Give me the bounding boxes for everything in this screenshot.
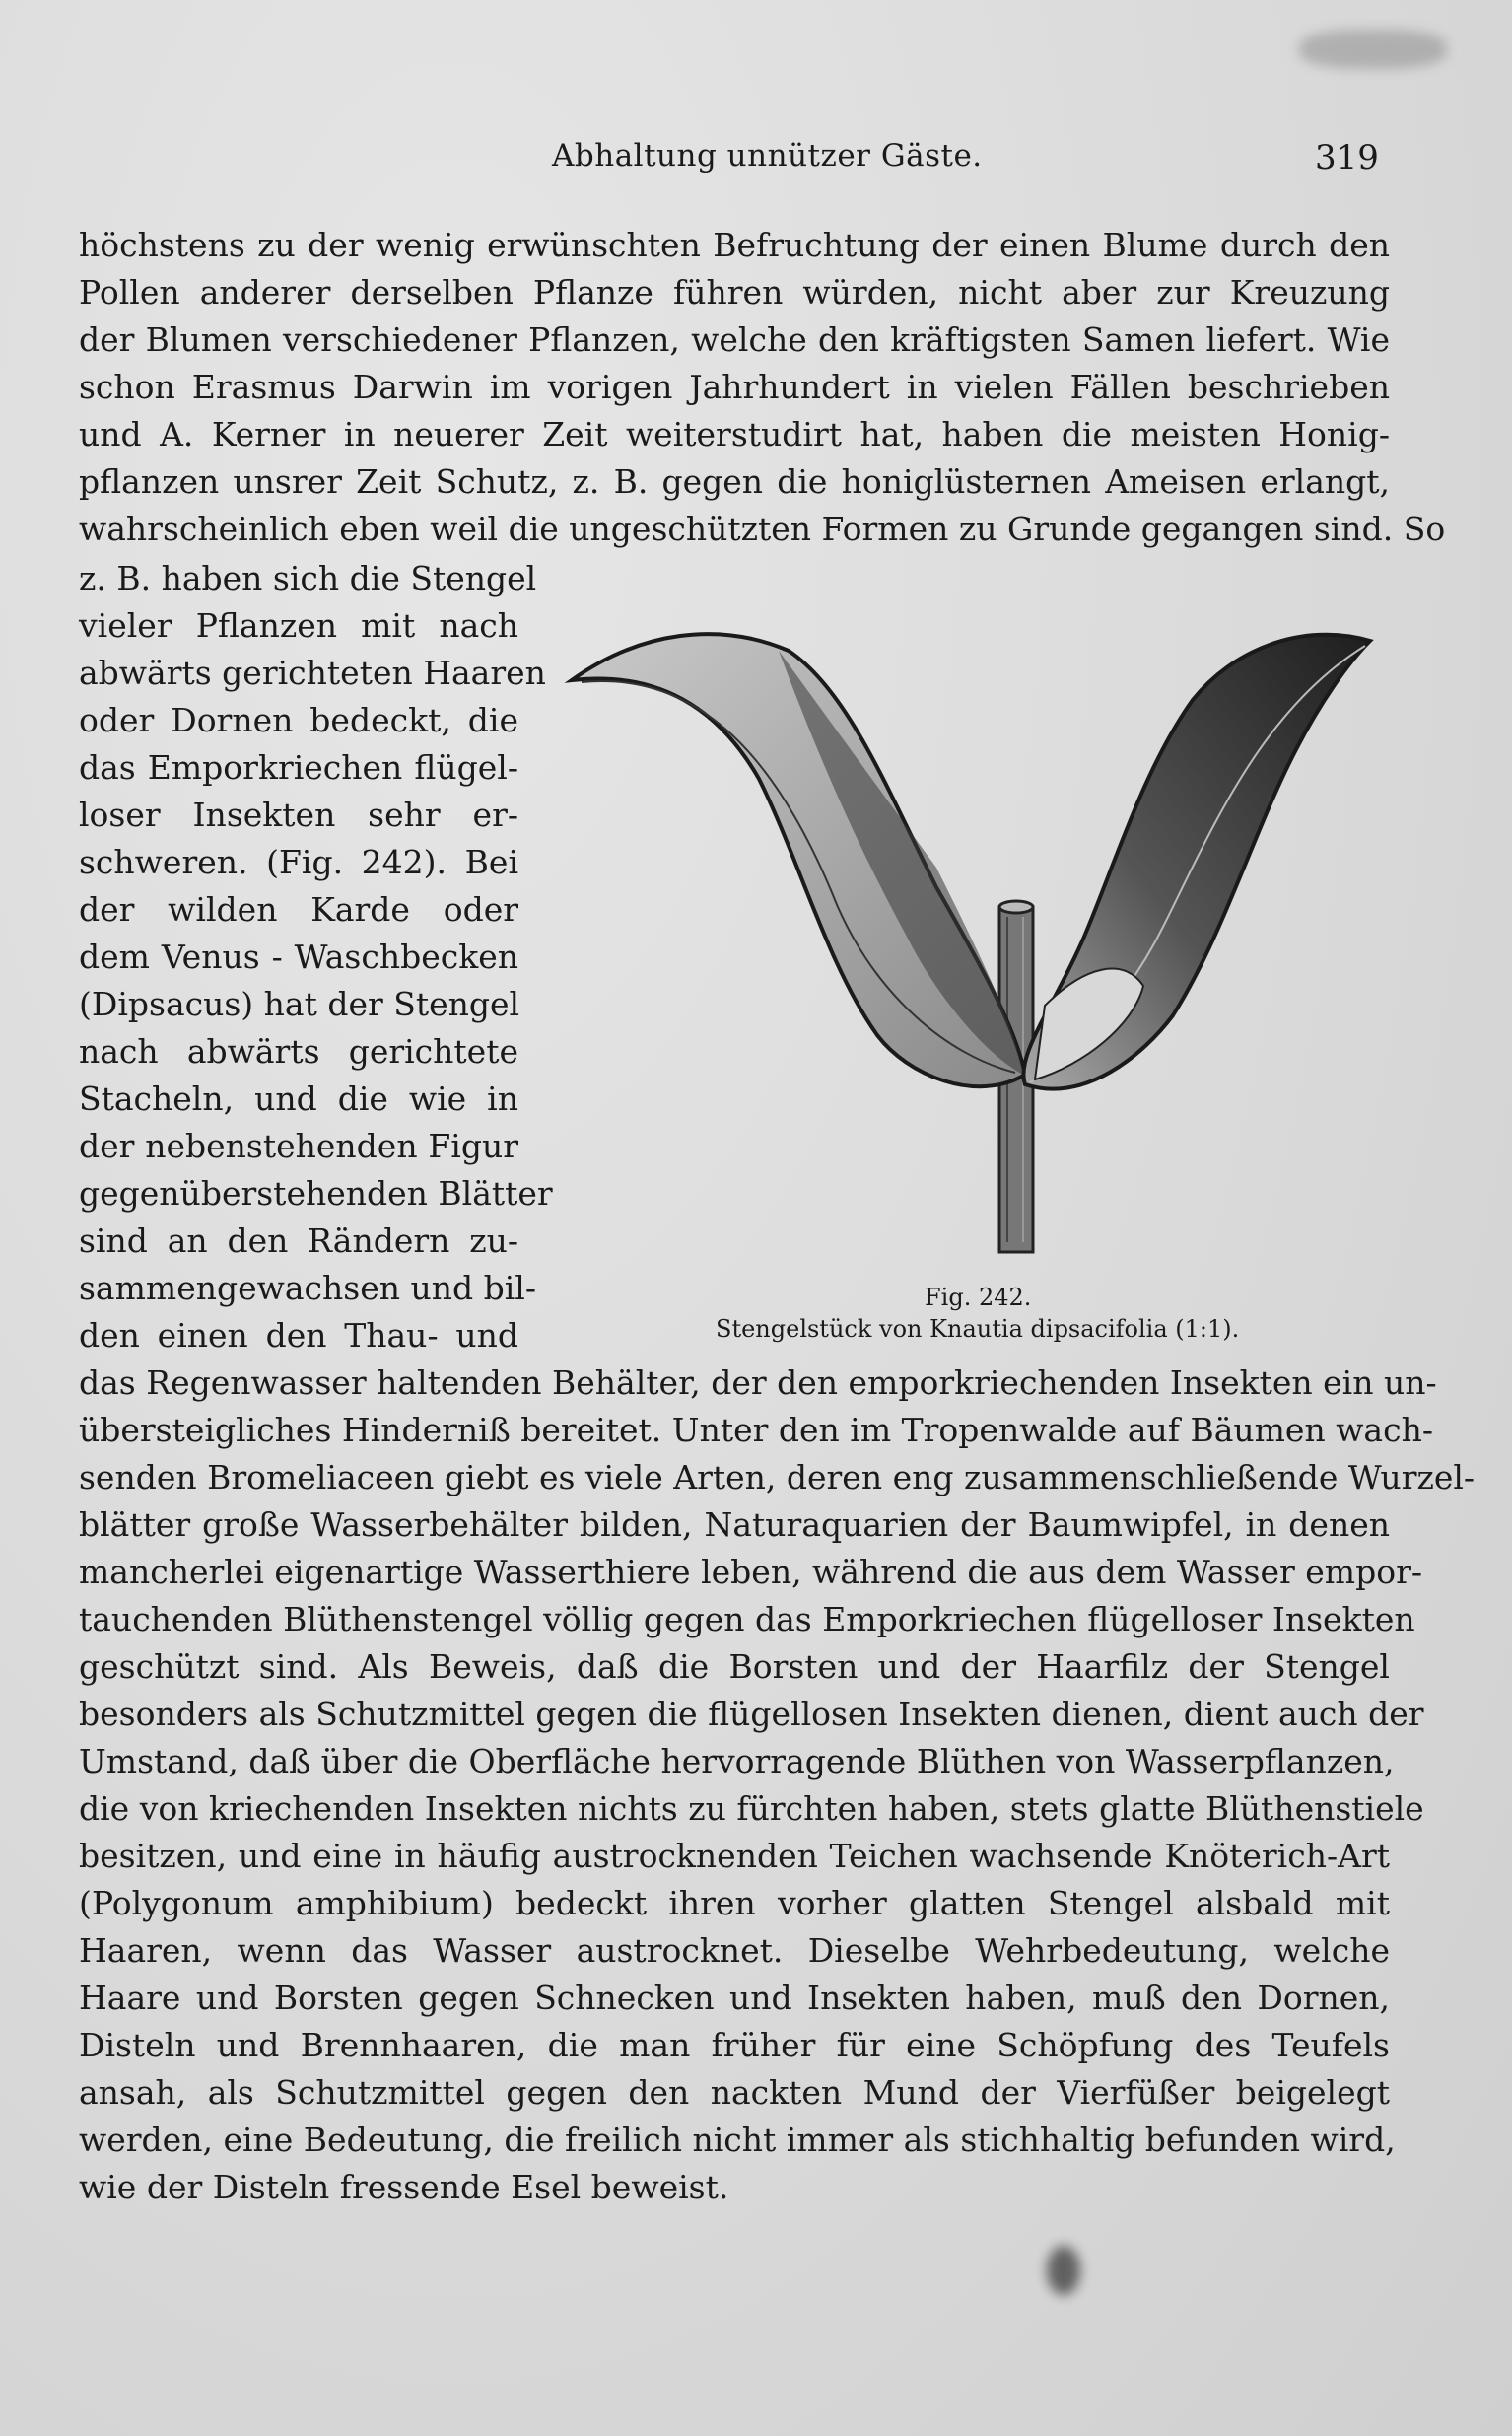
text-line: Umstand, daß über die Oberfläche hervorragende Blüthen von Wasserpflanzen, (79, 1742, 1395, 1780)
text-line: senden Bromeliaceen giebt es viele Arten, deren eng zusammenschließende Wurzel- (79, 1458, 1476, 1496)
ink-spot (1047, 2246, 1080, 2295)
page-number: 319 (1315, 138, 1379, 177)
text-line: schweren. (Fig. 242). Bei (79, 843, 518, 881)
text-line: geschützt sind. Als Beweis, daß die Borsten und der Haarfilz der Stengel (79, 1647, 1390, 1686)
text-line: gegenüberstehenden Blätter (79, 1174, 553, 1213)
text-line: werden, eine Bedeutung, die freilich nicht immer als stichhaltig befunden wird, (79, 2121, 1396, 2159)
text-line: besitzen, und eine in häufig austrocknenden Teichen wachsende Knöterich-Art (79, 1837, 1390, 1875)
text-line: tauchenden Blüthenstengel völlig gegen das Emporkriechen flügelloser Insekten (79, 1600, 1415, 1638)
text-line: übersteigliches Hinderniß bereitet. Unter den im Tropenwalde auf Bäumen wach- (79, 1411, 1433, 1449)
page-header (0, 138, 1512, 187)
text-line: das Regenwasser haltenden Behälter, der den emporkriechenden Insekten ein un- (79, 1363, 1437, 1402)
text-line: Haare und Borsten gegen Schnecken und Insekten haben, muß den Dornen, (79, 1979, 1390, 2017)
running-head: Abhaltung unnützer Gäste. (552, 138, 983, 174)
text-line: (Polygonum amphibium) bedeckt ihren vorher glatten Stengel alsbald mit (79, 1884, 1390, 1922)
ink-spot (1299, 30, 1447, 69)
text-line: pflanzen unsrer Zeit Schutz, z. B. gegen die honiglüsternen Ameisen erlangt, (79, 462, 1390, 501)
text-line: schon Erasmus Darwin im vorigen Jahrhundert in vielen Fällen beschrieben (79, 368, 1390, 406)
plant-illustration (552, 611, 1390, 1272)
text-line: nach abwärts gerichtete (79, 1032, 518, 1071)
left-leaf (572, 634, 1025, 1086)
text-line: oder Dornen bedeckt, die (79, 701, 518, 739)
text-line: Disteln und Brennhaaren, die man früher für eine Schöpfung des Teufels (79, 2026, 1390, 2064)
right-leaf (1023, 635, 1370, 1089)
text-line: Pollen anderer derselben Pflanze führen würden, nicht aber zur Kreuzung (79, 273, 1390, 312)
text-line: Stacheln, und die wie in (79, 1079, 518, 1118)
text-line: das Emporkriechen flügel- (79, 748, 518, 787)
text-line: den einen den Thau- und (79, 1316, 518, 1355)
text-line: und A. Kerner in neuerer Zeit weiterstudirt hat, haben die meisten Honig- (79, 415, 1390, 453)
figure-caption: Stengelstück von Knautia dipsacifolia (1:1). (716, 1315, 1240, 1343)
text-line: dem Venus - Waschbecken (79, 938, 518, 976)
text-line: z. B. haben sich die Stengel (79, 559, 537, 597)
text-line: der Blumen verschiedener Pflanzen, welche den kräftigsten Samen liefert. Wie (79, 320, 1390, 359)
figure-label: Fig. 242. (925, 1284, 1032, 1311)
text-line: blätter große Wasserbehälter bilden, Naturaquarien der Baumwipfel, in denen (79, 1505, 1390, 1544)
text-line: vieler Pflanzen mit nach (79, 606, 518, 645)
text-line: besonders als Schutzmittel gegen die flügellosen Insekten dienen, dient auch der (79, 1695, 1424, 1733)
text-line: der nebenstehenden Figur (79, 1127, 518, 1165)
text-line: wie der Disteln fressende Esel beweist. (79, 2168, 729, 2206)
text-line: mancherlei eigenartige Wasserthiere leben, während die aus dem Wasser empor- (79, 1553, 1423, 1591)
text-line: der wilden Karde oder (79, 890, 518, 929)
text-line: Haaren, wenn das Wasser austrocknet. Dieselbe Wehrbedeutung, welche (79, 1931, 1390, 1970)
text-line: loser Insekten sehr er- (79, 796, 518, 834)
text-line: ansah, als Schutzmittel gegen den nackten Mund der Vierfüßer beigelegt (79, 2073, 1390, 2112)
text-line: sind an den Rändern zu- (79, 1221, 518, 1260)
text-line: abwärts gerichteten Haaren (79, 654, 546, 692)
text-line: wahrscheinlich eben weil die ungeschützten Formen zu Grunde gegangen sind. So (79, 510, 1446, 548)
text-line: sammengewachsen und bil- (79, 1269, 536, 1307)
text-line: (Dipsacus) hat der Stengel (79, 985, 520, 1023)
text-line: höchstens zu der wenig erwünschten Befruchtung der einen Blume durch den (79, 226, 1390, 264)
text-line: die von kriechenden Insekten nichts zu fürchten haben, stets glatte Blüthenstiele (79, 1789, 1424, 1828)
